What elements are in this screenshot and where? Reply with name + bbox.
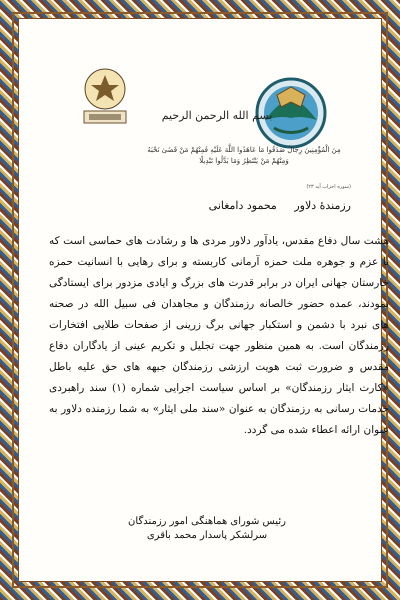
certificate-panel [18, 18, 389, 582]
recipient-label: رزمندهٔ دلاور [294, 199, 351, 212]
quran-reference: (سوره احزاب آیه ۲۳) [306, 184, 351, 190]
signature-title: رئیس شورای هماهنگی امور رزمندگان [128, 516, 286, 527]
ministry-logo-icon [71, 61, 139, 131]
certificate-body: هشت سال دفاع مقدس، یادآور دلاور مردی ها و رشادت های حماسی است که با عزم و جوهره ملت حمزه آرمانی کاربسته و برای رهایی با انسانیت حمزه خارستان جهانی ایران در برابر قدرت های بزرگ و ایادی مزدور برای ایستادگی نمودند، عمده حضور خالصانه رزمندگان و مجاهدان فی سبیل الله در صحنه های نبرد با دشمن و استکبار جهانی برگ زرینی از صفحات طلایی افتخارات رزمندگان است. به همین منظور جهت تجلیل و تکریم عینی از یادگاران دفاع مقدس و ضرورت ثبت هویت ارزشی رزمندگان جبهه های حق علیه باطل «کارت ایثار رزمندگان» بر اساس سیاست اجرایی شماره (۱) سند راهبردی خدمات رسانی به رزمندگان به عنوان «سند ملی ایثار» به شما رزمنده دلاور به عنوان ارائه اعطاء شده می گردد. [49, 235, 389, 436]
signature-block [97, 515, 317, 543]
recipient-name: محمود دامغانی [208, 199, 277, 212]
quran-verse: مِنَ الْمُؤْمِنِينَ رِجَالٌ صَدَقُوا مَا عَاهَدُوا اللَّهَ عَلَيْهِ فَمِنْهُمْ مَنْ قَضَىٰ نَحْبَهُ وَمِنْهُمْ مَنْ يَنْتَظِرُ وَمَا بَدَّلُوا تَبْدِيلًا [147, 146, 341, 165]
recipient-line [51, 199, 351, 212]
bismillah-heading: بسم الله الرحمن الرحيم [161, 109, 273, 122]
signature-name: سرلشکر پاسدار محمد باقری [146, 530, 268, 541]
